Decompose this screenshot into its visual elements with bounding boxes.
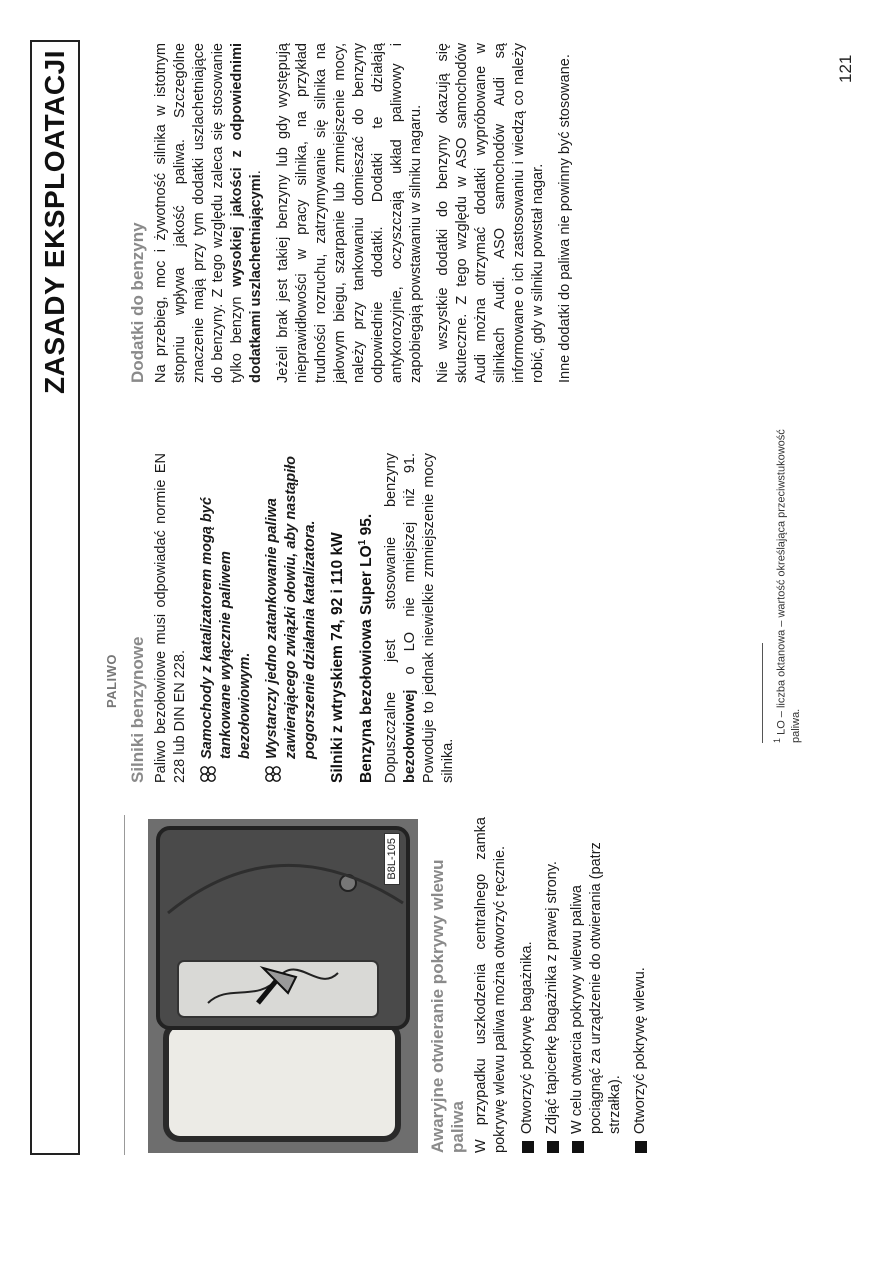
right-column (128, 43, 583, 383)
octane-text-a: Dopuszczalne jest stosowanie benzyny (383, 453, 400, 783)
additives-paragraph-2: Jeżeli brak jest takiej benzyny lub gdy występują nieprawidłowości w pracy silnika, na przykład trudności rozruchu, zatrzymywanie się silnika na jałowym biegu, szarpanie lub zmniejszenie mocy, należy przy tankowaniu domieszać do benzyny odpowiednie dodatki. Dodatki te działają antykorozyjnie, oczyszczają układ paliwowy i zapobiegają powstawaniu w silniku nagaru. (275, 43, 424, 383)
figure-code: B8L-105 (384, 833, 400, 885)
octane-number: 95. (358, 513, 376, 540)
footnote-text: LO – liczba oktanowa – wartość określająca przeciwstukowość paliwa. (775, 429, 802, 743)
lead-warning (263, 453, 320, 783)
trunk-interior-image (148, 819, 418, 1153)
octane-paragraph (382, 453, 458, 783)
left-divider (124, 815, 125, 1155)
warning-text: Samochody z katalizatorem mogą być tankowane wyłącznie paliwem bezołowiowym. (199, 497, 253, 759)
petrol-engines-heading: Silniki benzynowe (128, 636, 147, 783)
petrol-intro: Paliwo bezołowiowe musi odpowiadać normie EN 228 lub DIN EN 228. (153, 453, 188, 783)
footnote-reference: 1 (357, 539, 368, 546)
bullet-text: Otworzyć pokrywę bagażnika. (519, 941, 535, 1134)
bullet-text: Zdjąć tapicerkę bagażnika z prawej strony. (544, 861, 560, 1134)
octane-text-c: o LO nie mniejszej niż 91. Powoduje to jednak niewielkie zmniejszenie mocy silnika. (402, 453, 457, 783)
bullet-square-icon (635, 1141, 647, 1153)
additives-text-bold: wysokiej jakości z odpowiednimi dodatkami uszlachetniającymi (229, 42, 264, 383)
fuel-flap-illustration (148, 819, 418, 1153)
environment-note-icon (264, 765, 282, 783)
fuel-type: Benzyna bezołowiowa Super LO (358, 545, 376, 783)
additives-paragraph-4: Inne dodatki do paliwa nie powinny być stosowane. (557, 54, 573, 383)
page-number: 121 (836, 54, 855, 83)
bullet-text: W celu otwarcia pokrywy wlewu paliwa pociągnąć za urządzenie do otwierania (patrz strzałka). (569, 842, 623, 1134)
octane-text-bold: bezołowiowej (402, 689, 419, 783)
section-tab: PALIWO (104, 653, 119, 708)
environment-note-icon (199, 765, 217, 783)
list-item (518, 817, 537, 1153)
warning-text: Wystarczy jedno zatankowanie paliwa zawierającego związki ołowiu, aby nastąpiło pogorszenie działania katalizatora. (264, 456, 318, 759)
fuel-additives-heading: Dodatki do benzyny (128, 222, 147, 383)
chapter-title: ZASADY EKSPLOATACJI (39, 50, 70, 394)
emergency-intro: W przypadku uszkodzenia centralnego zamka pokrywę wlewu paliwa można otworzyć ręcznie. (473, 817, 508, 1153)
additives-text-c: . (248, 170, 264, 175)
bullet-square-icon (572, 1141, 584, 1153)
list-item (568, 817, 625, 1153)
additives-paragraph-1 (152, 43, 266, 383)
chapter-header (30, 40, 80, 1155)
list-item (543, 817, 562, 1153)
additives-text-a: Na przebieg, moc i żywotność silnika w istotnym stopniu wpływa jakość paliwa. Szczególne znaczenie mają przy tym dodatki uszlachetniające do benzyny. Z tego względu zaleca się stosowanie tylko benzyn (153, 43, 245, 383)
bullet-text: Otworzyć pokrywę wlewu. (632, 967, 648, 1134)
bullet-square-icon (547, 1141, 559, 1153)
footnote-marker: 1 (772, 737, 782, 743)
emergency-opening-heading: Awaryjne otwieranie pokrywy wlewu paliwa (428, 859, 467, 1153)
catalyst-warning (198, 453, 255, 783)
footnote-divider (762, 643, 763, 743)
footnote (770, 423, 803, 743)
fuel-requirement (353, 453, 376, 783)
injection-engines-subheading: Silniki z wtryskiem 74, 92 i 110 kW (329, 532, 346, 783)
middle-column (128, 453, 466, 783)
list-item (631, 817, 650, 1153)
additives-paragraph-3: Nie wszystkie dodatki do benzyny okazują się skuteczne. Z tego względu w ASO samochodów Audi można otrzymać dodatki wypróbowane w silnikach Audi. ASO samochodów Audi są informowane o ich zastosowaniu i wiedzą co należy robić, gdy w silniku powstał nagar. (435, 43, 546, 383)
bullet-square-icon (522, 1141, 534, 1153)
left-column (428, 817, 656, 1153)
